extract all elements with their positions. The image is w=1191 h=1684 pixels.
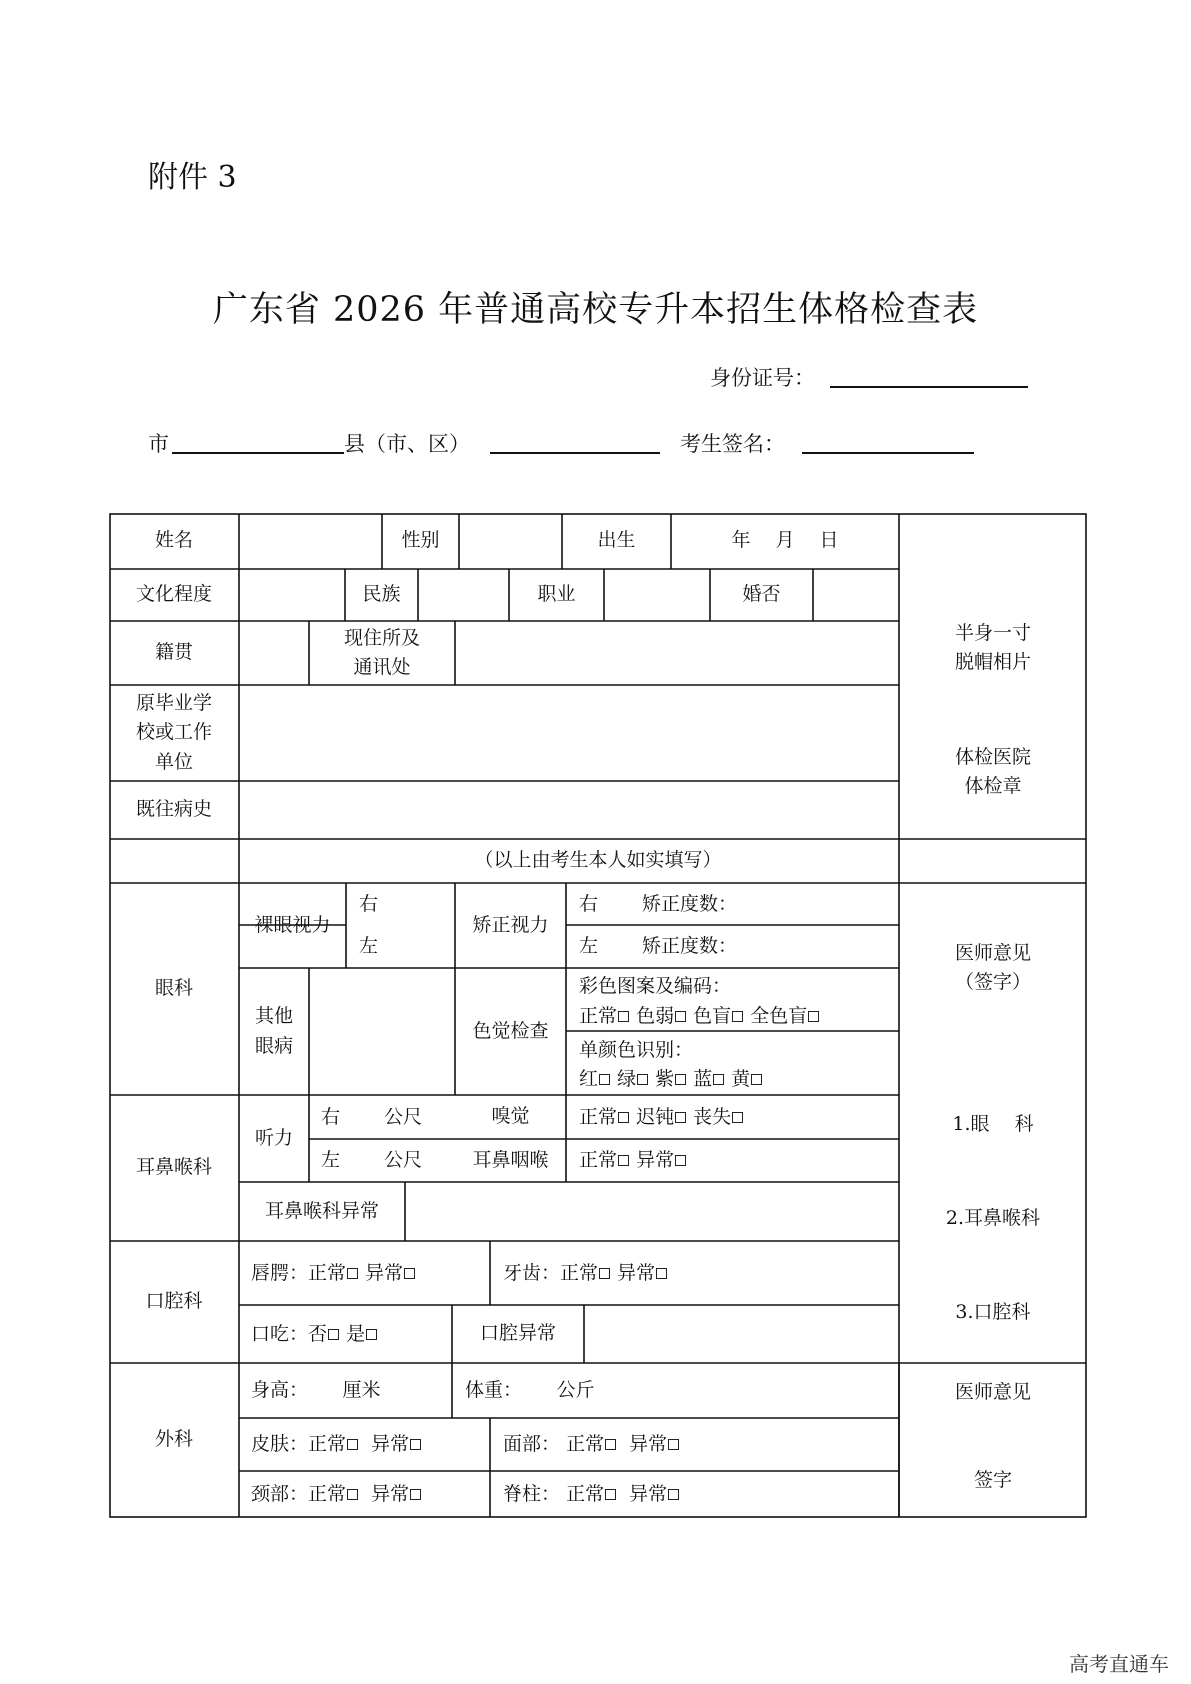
name-field[interactable] [239,513,382,569]
surgery-doctor-opinion: 医师意见 [954,1381,1031,1404]
color-vision-label: 色觉检查 [472,1019,549,1042]
checkbox[interactable] [618,1011,629,1022]
checkbox[interactable] [605,1439,616,1450]
birth-date-field[interactable]: 年 月 日 [731,529,839,552]
checkbox[interactable] [751,1074,762,1085]
checkbox[interactable] [732,1011,743,1022]
teeth-options: 牙齿： 正常 异常 [503,1241,668,1305]
single-color-options: 红 绿 紫 蓝 黄 [579,1064,763,1094]
native-place-label: 籍贯 [154,641,193,664]
ent-abnormal-label: 耳鼻喉科异常 [264,1199,379,1222]
checkbox[interactable] [713,1074,724,1085]
address-label: 现住所及 通讯处 [343,626,420,678]
photo-label: 半身一寸 脱帽相片 [954,621,1031,673]
throat-options: 正常 异常 [579,1139,687,1182]
hospital-stamp-label: 体检医院 体检章 [954,745,1031,797]
city-label: 市 [148,432,169,456]
skin-options: 皮肤： 正常 异常 [251,1418,422,1471]
county-label: 县（市、区） [344,432,470,456]
smell-label: 嗅觉 [491,1105,530,1128]
checkbox[interactable] [637,1074,648,1085]
checkbox[interactable] [599,1268,610,1279]
smell-options: 正常 迟钝 丧失 [579,1095,744,1139]
doctor-opinion-sign-label: 医师意见 （签字） [954,941,1031,993]
signature-field[interactable] [802,452,974,454]
right-correction: 右 矫正度数： [579,892,738,915]
checkbox[interactable] [675,1011,686,1022]
checkbox[interactable] [618,1155,629,1166]
checkbox[interactable] [618,1112,629,1123]
checkbox[interactable] [347,1439,358,1450]
checkbox[interactable] [347,1268,358,1279]
checkbox[interactable] [675,1155,686,1166]
checkbox[interactable] [675,1074,686,1085]
eye-section-label: 眼科 [154,977,193,1000]
checkbox[interactable] [808,1011,819,1022]
lips-options: 唇腭： 正常 异常 [251,1241,416,1305]
city-field[interactable] [172,452,344,454]
gender-field[interactable] [459,513,562,569]
doctor-eye-label: 1.眼 科 [952,1113,1034,1136]
face-options: 面部： 正常 异常 [503,1418,680,1471]
checkbox[interactable] [366,1329,377,1340]
hearing-label: 听力 [254,1126,293,1149]
left-correction: 左 矫正度数： [579,935,738,958]
county-field[interactable] [490,452,660,454]
checkbox[interactable] [410,1439,421,1450]
hearing-right: 右 公尺 [321,1105,423,1128]
corrected-vision-label: 矫正视力 [472,913,549,936]
checkbox[interactable] [347,1489,358,1500]
spine-options: 脊柱： 正常 异常 [503,1471,680,1517]
weight-field: 体重： 公斤 [465,1379,595,1402]
oral-abnormal-label: 口腔异常 [479,1322,556,1345]
physical-exam-form [109,513,1087,1518]
surgery-doctor-sign: 签字 [973,1469,1012,1492]
single-color-label: 单颜色识别： [579,1039,694,1061]
checkbox[interactable] [599,1074,610,1085]
throat-label: 耳鼻咽喉 [472,1148,549,1171]
naked-vision-right: 右 [359,892,379,915]
gender-label: 性别 [401,529,440,552]
page-title: 广东省 2026 年普通高校专升本招生体格检查表 [212,290,979,330]
checkbox[interactable] [668,1489,679,1500]
surgery-section-label: 外科 [154,1428,193,1451]
birth-label: 出生 [597,529,636,552]
id-number-field[interactable] [830,386,1028,388]
doctor-ent-label: 2.耳鼻喉科 [945,1207,1041,1230]
ethnicity-label: 民族 [362,583,401,606]
stutter-options: 口吃： 否 是 [251,1305,378,1363]
education-label: 文化程度 [135,583,212,606]
checkbox[interactable] [675,1112,686,1123]
hearing-left: 左 公尺 [321,1149,423,1172]
occupation-label: 职业 [537,583,576,606]
naked-vision-left: 左 [359,935,379,958]
name-label: 姓名 [154,529,193,552]
self-fill-note: （以上由考生本人如实填写） [474,849,722,872]
height-field: 身高： 厘米 [251,1379,381,1402]
signature-label: 考生签名： [680,432,785,456]
neck-options: 颈部： 正常 异常 [251,1471,422,1517]
checkbox[interactable] [605,1489,616,1500]
doctor-oral-label: 3.口腔科 [955,1301,1031,1324]
ent-section-label: 耳鼻喉科 [135,1156,212,1179]
color-pattern-options: 正常 色弱 色盲 全色盲 [579,1001,820,1031]
checkbox[interactable] [410,1489,421,1500]
marital-label: 婚否 [742,583,781,606]
history-label: 既往病史 [135,798,212,821]
color-pattern-label: 彩色图案及编码： [579,975,732,997]
watermark-label: 高考直通车 [1069,1652,1169,1676]
oral-section-label: 口腔科 [145,1290,203,1313]
checkbox[interactable] [668,1439,679,1450]
checkbox[interactable] [732,1112,743,1123]
id-number-label: 身份证号： [710,366,815,390]
checkbox[interactable] [656,1268,667,1279]
attachment-label: 附件 3 [148,160,237,195]
checkbox[interactable] [328,1329,339,1340]
other-eye-disease-label: 其他 眼病 [254,1005,293,1057]
checkbox[interactable] [404,1268,415,1279]
school-label: 原毕业学 校或工作 单位 [135,691,212,773]
naked-vision-label: 裸眼视力 [254,913,331,936]
